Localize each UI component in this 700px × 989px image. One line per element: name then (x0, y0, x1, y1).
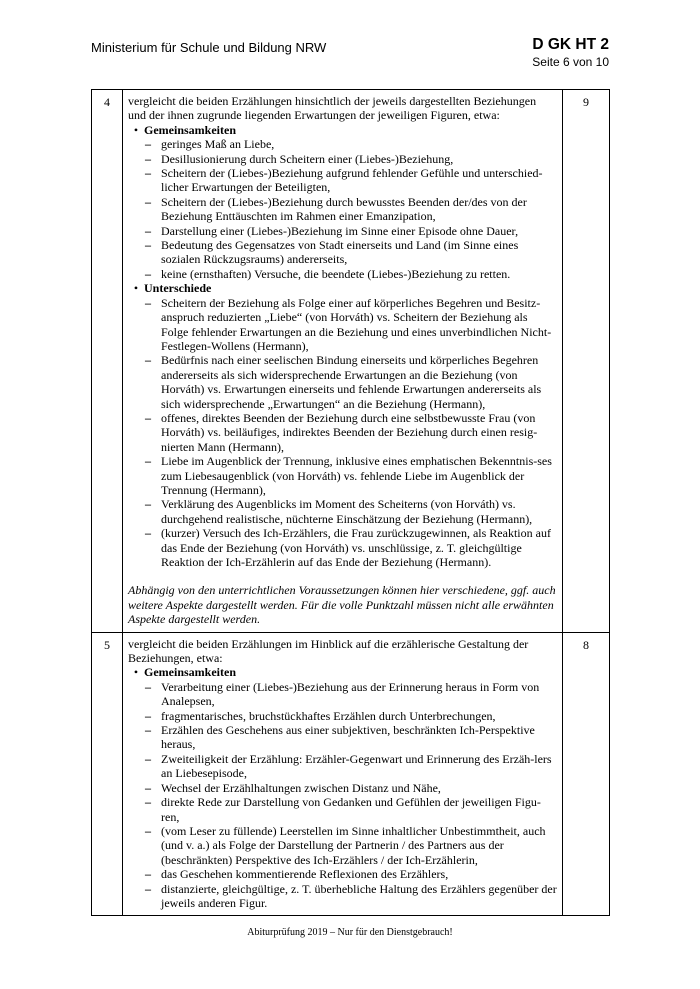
list-item: – offenes, direktes Beenden der Beziehung durch eine selbstbewusste Frau (von Horváth) vs. beiläufiges, indirektes Beenden der Beziehung durch einen resig-nierten Mann (Hermann), (144, 411, 557, 454)
section-heading (128, 665, 557, 679)
aspect-list (128, 680, 557, 911)
list-item: – Liebe im Augenblick der Trennung, inklusive eines emphatischen Bekenntnis-ses zum Liebesaugenblick (von Horváth) vs. fehlende Liebe im Augenblick der Trennung (Hermann), (144, 454, 557, 497)
bullet-icon: • (133, 122, 139, 137)
section-heading (128, 281, 557, 295)
list-item: – direkte Rede zur Darstellung von Gedanken und Gefühlen der jeweiligen Figu-ren, (144, 795, 557, 824)
list-item: – Scheitern der (Liebes-)Beziehung durch bewusstes Beenden der/des von der Beziehung Enttäuschten im Rahmen einer Emanzipation, (144, 195, 557, 224)
table-row (92, 632, 610, 916)
ministry-name: Ministerium für Schule und Bildung NRW (91, 40, 327, 55)
section-title: Unterschiede (144, 281, 212, 296)
list-item: – geringes Maß an Liebe, (144, 137, 557, 151)
list-item: – keine (ernsthaften) Versuche, die beendete (Liebes-)Beziehung zu retten. (144, 267, 557, 281)
list-item: – (kurzer) Versuch des Ich-Erzählers, die Frau zurückzugewinnen, als Reaktion auf das Ende der Beziehung (von Horváth) vs. unschlüssige, z. T. gleichgültige Reaktion der Ich-Erzählerin auf das Ende der Beziehung (Hermann). (144, 526, 557, 569)
list-item: – Verarbeitung einer (Liebes-)Beziehung aus der Erinnerung heraus in Form von Analepsen, (144, 680, 557, 709)
page-footer: Abiturprüfung 2019 – Nur für den Dienstgebrauch! (247, 927, 453, 938)
page-number: Seite 6 von 10 (532, 55, 609, 69)
criterion-intro: vergleicht die beiden Erzählungen im Hinblick auf die erzählerische Gestaltung der Beziehungen, etwa: (128, 636, 529, 666)
bullet-icon: • (133, 281, 139, 296)
table-row (92, 90, 610, 633)
criterion-description (123, 90, 563, 633)
criterion-number: 4 (92, 90, 123, 633)
section-title: Gemeinsamkeiten (144, 665, 236, 680)
aspect-list (128, 296, 557, 570)
criterion-number: 5 (92, 632, 123, 916)
list-item: – Darstellung einer (Liebes-)Beziehung im Sinne einer Episode ohne Dauer, (144, 224, 557, 238)
section-title: Gemeinsamkeiten (144, 122, 236, 137)
list-item: – distanzierte, gleichgültige, z. T. überhebliche Haltung des Erzählers gegenüber der jeweils anderen Figur. (144, 882, 557, 911)
criteria-table (91, 89, 610, 916)
aspect-list (128, 137, 557, 281)
list-item: – das Geschehen kommentierende Reflexionen des Erzählers, (144, 867, 557, 881)
list-item: – Wechsel der Erzählhaltungen zwischen Distanz und Nähe, (144, 781, 557, 795)
list-item: – Bedeutung des Gegensatzes von Stadt einerseits und Land (im Sinne eines sozialen Rückzugsraums) andererseits, (144, 238, 557, 267)
evaluation-note: Abhängig von den unterrichtlichen Voraussetzungen können hier verschiedene, ggf. auch weitere Aspekte dargestellt werden. Für die volle Punktzahl müssen nicht alle erwähnten Aspekte dargestellt werden. (128, 583, 556, 627)
criterion-points: 8 (563, 632, 610, 916)
list-item: – Scheitern der Beziehung als Folge einer auf körperliches Begehren und Besitz-anspruch reduzierten „Liebe“ (von Horváth) vs. Scheitern der Beziehung als Folge fehlender Erwartungen an die Beziehung und eines unverbindlichen Nicht-Festlegen-Wollens (Hermann), (144, 296, 557, 354)
bullet-icon: • (133, 665, 139, 680)
list-item: – Verklärung des Augenblicks im Moment des Scheiterns (von Horváth) vs. durchgehend realistische, nüchterne Einschätzung der Beziehung (Hermann), (144, 497, 557, 526)
criterion-points: 9 (563, 90, 610, 633)
list-item: – Desillusionierung durch Scheitern einer (Liebes-)Beziehung, (144, 152, 557, 166)
list-item: – Zweiteiligkeit der Erzählung: Erzähler-Gegenwart und Erinnerung des Erzäh-lers an Liebesepisode, (144, 752, 557, 781)
criterion-description (123, 632, 563, 916)
list-item: – Scheitern der (Liebes-)Beziehung aufgrund fehlender Gefühle und unterschied-licher Erwartungen der Beteiligten, (144, 166, 557, 195)
list-item: – fragmentarisches, bruchstückhaftes Erzählen durch Unterbrechungen, (144, 709, 557, 723)
criterion-intro: vergleicht die beiden Erzählungen hinsichtlich der jeweils dargestellten Beziehungen und der ihnen zugrunde liegenden Erwartungen der jeweiligen Figuren, etwa: (128, 94, 537, 123)
exam-code: D GK HT 2 (532, 36, 609, 53)
list-item: – (vom Leser zu füllende) Leerstellen im Sinne inhaltlicher Unbestimmtheit, auch (und v. a.) als Folge der Darstellung der Partnerin / des Partners aus der (beschränkten) Perspektive des Ich-Erzählers / der Ich-Erzählerin, (144, 824, 557, 867)
list-item: – Erzählen des Geschehens aus einer subjektiven, beschränkten Ich-Perspektive heraus, (144, 723, 557, 752)
list-item: – Bedürfnis nach einer seelischen Bindung einerseits und körperliches Begehren andererseits als sich widersprechende Erwartungen an die Beziehung (von Horváth) vs. Erwartungen einerseits und fehlende Erwartungen andererseits als sich widersprechende „Erwartungen“ an die Beziehung (Hermann), (144, 353, 557, 411)
section-heading (128, 123, 557, 137)
